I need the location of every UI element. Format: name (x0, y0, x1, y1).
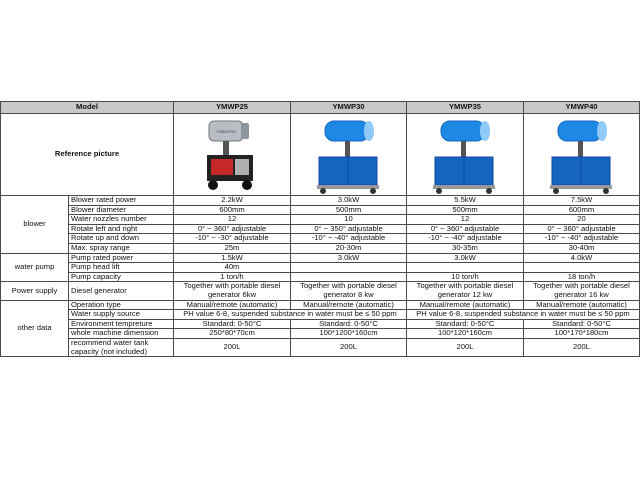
value-cell-merged: PH value 6-8, suspended substance in water must be ≤ 50 ppm (174, 310, 407, 320)
param-label: whole machine dimension (69, 329, 174, 339)
table-row (1, 196, 640, 206)
value-cell: 10 (291, 215, 407, 225)
param-label: Blower diameter (69, 205, 174, 215)
value-cell: 100*1200*160cm (291, 329, 407, 339)
blue-mist-cannon-icon (544, 115, 620, 195)
header-model-2: YMWP30 (291, 102, 407, 114)
value-cell: 0° ~ 360° adjustable (524, 224, 640, 234)
reference-picture-2 (291, 114, 407, 196)
table-row (1, 224, 640, 234)
table-row (1, 310, 640, 320)
table-row (1, 272, 640, 282)
value-cell: 600mm (174, 205, 291, 215)
brand-text: YOBOTSH (216, 128, 236, 134)
header-row (1, 102, 640, 114)
value-cell (524, 263, 640, 273)
table-row (1, 338, 640, 356)
table-row (1, 319, 640, 329)
value-cell: 30-35m (407, 243, 524, 253)
header-model-1: YMWP25 (174, 102, 291, 114)
value-cell: 200L (174, 338, 291, 356)
value-cell: 200L (291, 338, 407, 356)
value-cell: Together with portable diesel generator 12 kw (407, 282, 524, 300)
param-label: Water supply source (69, 310, 174, 320)
value-cell: 12 (174, 215, 291, 225)
value-cell: 200L (407, 338, 524, 356)
value-cell: 4.0kW (524, 253, 640, 263)
blue-mist-cannon-icon (427, 115, 503, 195)
table-row (1, 205, 640, 215)
param-label: Rotate left and right (69, 224, 174, 234)
value-cell: 100*120*160cm (407, 329, 524, 339)
value-cell: -10° ~ -30° adjustable (174, 234, 291, 244)
group-label-blower: blower (1, 196, 69, 254)
value-cell: Together with portable diesel generator 6kw (174, 282, 291, 300)
param-label: Environment tempreture (69, 319, 174, 329)
value-cell (291, 263, 407, 273)
spec-table (0, 101, 640, 357)
value-cell: 1 ton/h (174, 272, 291, 282)
header-model-4: YMWP40 (524, 102, 640, 114)
value-cell: -10° ~ -40° adjustable (291, 234, 407, 244)
table-row (1, 243, 640, 253)
group-label-other-data: other data (1, 300, 69, 357)
table-row (1, 253, 640, 263)
reference-row (1, 114, 640, 196)
value-cell: Standard: 0-50°C (291, 319, 407, 329)
param-label: Pump rated power (69, 253, 174, 263)
blue-mist-cannon-icon (311, 115, 387, 195)
param-label: Rotate up and down (69, 234, 174, 244)
param-label: Water nozzles number (69, 215, 174, 225)
value-cell: 3.0kW (291, 253, 407, 263)
value-cell: 500mm (407, 205, 524, 215)
table-row (1, 263, 640, 273)
value-cell: 600mm (524, 205, 640, 215)
param-label: Blower rated power (69, 196, 174, 206)
value-cell: -10° ~ -40° adjustable (407, 234, 524, 244)
param-label: recommend water tank capacity (not included) (69, 338, 174, 356)
value-cell: 3.0kW (407, 253, 524, 263)
group-label-power-supply: Power supply (1, 282, 69, 300)
value-cell: 0° ~ 360° adjustable (407, 224, 524, 234)
value-cell: 5.5kW (407, 196, 524, 206)
param-label: Pump capacity (69, 272, 174, 282)
group-label-water-pump: water pump (1, 253, 69, 282)
table-row (1, 300, 640, 310)
value-cell: Together with portable diesel generator 16 kw (524, 282, 640, 300)
value-cell: 0° ~ 350° adjustable (291, 224, 407, 234)
value-cell: 30-40m (524, 243, 640, 253)
value-cell (291, 272, 407, 282)
value-cell: Manual/remote (automatic) (174, 300, 291, 310)
value-cell: 1.5kW (174, 253, 291, 263)
value-cell: 500mm (291, 205, 407, 215)
reference-picture-4 (524, 114, 640, 196)
value-cell: 100*170*180cm (524, 329, 640, 339)
value-cell: Together with portable diesel generator 8 kw (291, 282, 407, 300)
value-cell: Standard: 0-50°C (407, 319, 524, 329)
value-cell: 0° ~ 360° adjustable (174, 224, 291, 234)
value-cell: 12 (407, 215, 524, 225)
value-cell: 10 ton/h (407, 272, 524, 282)
table-row (1, 329, 640, 339)
value-cell: 18 ton/h (524, 272, 640, 282)
value-cell (407, 263, 524, 273)
param-label: Pump head lift (69, 263, 174, 273)
header-model: Model (1, 102, 174, 114)
param-label: Diesel generator (69, 282, 174, 300)
value-cell: 200L (524, 338, 640, 356)
value-cell: 40m (174, 263, 291, 273)
value-cell: 20-30m (291, 243, 407, 253)
param-label: Operation type (69, 300, 174, 310)
table-row (1, 282, 640, 300)
param-label: Max. spray range (69, 243, 174, 253)
value-cell: Manual/remote (automatic) (524, 300, 640, 310)
value-cell: -10° ~ -40° adjustable (524, 234, 640, 244)
reference-label: Reference picture (1, 114, 174, 196)
value-cell: 25m (174, 243, 291, 253)
spec-sheet (0, 101, 640, 357)
value-cell: 3.0kW (291, 196, 407, 206)
table-row (1, 234, 640, 244)
diesel-generator-mist-cannon-icon (197, 115, 267, 195)
value-cell: Manual/remote (automatic) (291, 300, 407, 310)
header-model-3: YMWP35 (407, 102, 524, 114)
reference-picture-3 (407, 114, 524, 196)
value-cell: 7.5kW (524, 196, 640, 206)
value-cell: 2.2kW (174, 196, 291, 206)
value-cell: 20 (524, 215, 640, 225)
value-cell: Standard: 0-50°C (524, 319, 640, 329)
reference-picture-1 (174, 114, 291, 196)
table-row (1, 215, 640, 225)
value-cell: Standard: 0-50°C (174, 319, 291, 329)
value-cell: 250*80*70cm (174, 329, 291, 339)
value-cell: Manual/remote (automatic) (407, 300, 524, 310)
value-cell-merged: PH value 6-8, suspended substance in water must be ≤ 50 ppm (407, 310, 640, 320)
